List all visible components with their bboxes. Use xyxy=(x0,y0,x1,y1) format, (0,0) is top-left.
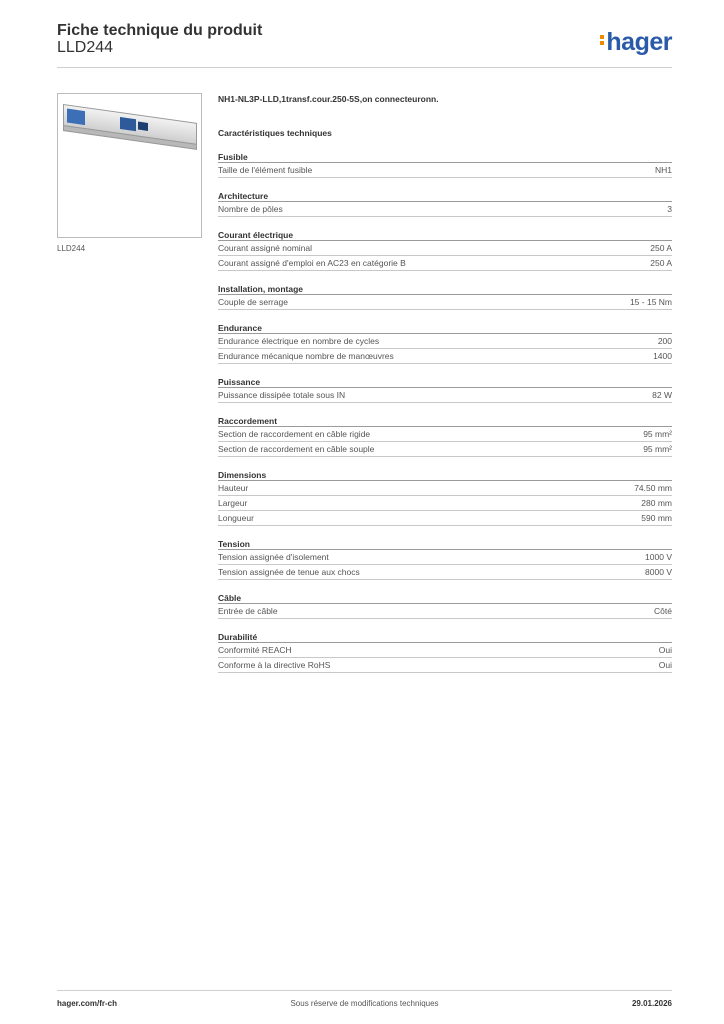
spec-group-title: Durabilité xyxy=(218,632,672,643)
spec-row xyxy=(218,604,672,619)
spec-row xyxy=(218,256,672,271)
spec-label: Largeur xyxy=(218,498,248,508)
spec-row xyxy=(218,241,672,256)
spec-label: Conforme à la directive RoHS xyxy=(218,660,331,670)
spec-label: Entrée de câble xyxy=(218,606,278,616)
spec-group-title: Fusible xyxy=(218,152,672,163)
spec-row xyxy=(218,427,672,442)
spec-label: Nombre de pôles xyxy=(218,204,283,214)
image-caption: LLD244 xyxy=(57,244,86,253)
logo-dot-icon xyxy=(600,41,604,45)
spec-value: 200 xyxy=(657,336,672,346)
footer-date: 29.01.2026 xyxy=(631,999,672,1008)
footer-website[interactable]: hager.com/fr-ch xyxy=(57,999,118,1008)
spec-value: 82 W xyxy=(652,390,672,400)
spec-label: Section de raccordement en câble rigide xyxy=(218,429,371,439)
logo-dot-icon xyxy=(600,35,604,39)
hager-logo xyxy=(600,28,672,57)
spec-label: Courant assigné nominal xyxy=(218,243,313,253)
device-blue-panel xyxy=(120,117,136,131)
spec-row xyxy=(218,334,672,349)
spec-label: Courant assigné d'emploi en AC23 en catégorie B xyxy=(218,258,406,268)
spec-row xyxy=(218,550,672,565)
spec-label: Longueur xyxy=(218,513,254,523)
page-footer xyxy=(57,990,672,1020)
spec-value: NH1 xyxy=(654,165,672,175)
spec-row xyxy=(218,163,672,178)
spec-row xyxy=(218,202,672,217)
spec-label: Tension assignée d'isolement xyxy=(218,552,329,562)
spec-group-title: Architecture xyxy=(218,191,672,202)
spec-groups xyxy=(218,152,672,673)
spec-value: 250 A xyxy=(650,243,672,253)
product-reference: LLD244 xyxy=(57,39,114,56)
product-image xyxy=(57,93,202,238)
spec-label: Section de raccordement en câble souple xyxy=(218,444,375,454)
spec-row xyxy=(218,511,672,526)
spec-group-title: Tension xyxy=(218,539,672,550)
spec-value: 250 A xyxy=(650,258,672,268)
spec-value: 95 mm² xyxy=(643,429,672,439)
spec-group-title: Puissance xyxy=(218,377,672,388)
spec-label: Conformité REACH xyxy=(218,645,292,655)
spec-label: Tension assignée de tenue aux chocs xyxy=(218,567,360,577)
device-blue-panel xyxy=(67,109,85,126)
footer-disclaimer: Sous réserve de modifications techniques xyxy=(290,999,439,1008)
spec-row xyxy=(218,349,672,364)
spec-value: 15 - 15 Nm xyxy=(629,297,672,307)
spec-value: 3 xyxy=(667,204,672,214)
spec-value: 1000 V xyxy=(645,552,672,562)
spec-value: Oui xyxy=(658,645,672,655)
spec-value: 590 mm xyxy=(641,513,672,523)
spec-group-title: Courant électrique xyxy=(218,230,672,241)
spec-group-title: Dimensions xyxy=(218,470,672,481)
page-title: Fiche technique du produit xyxy=(57,22,263,39)
spec-row xyxy=(218,388,672,403)
spec-label: Couple de serrage xyxy=(218,297,288,307)
spec-value: Côté xyxy=(654,606,672,616)
spec-value: 1400 xyxy=(653,351,672,361)
characteristics-title: Caractéristiques techniques xyxy=(218,128,332,138)
spec-row xyxy=(218,658,672,673)
spec-row xyxy=(218,481,672,496)
spec-row xyxy=(218,643,672,658)
page-header xyxy=(57,20,672,68)
spec-group-title: Endurance xyxy=(218,323,672,334)
spec-label: Hauteur xyxy=(218,483,249,493)
spec-group-title: Câble xyxy=(218,593,672,604)
spec-label: Puissance dissipée totale sous IN xyxy=(218,390,346,400)
spec-label: Endurance mécanique nombre de manœuvres xyxy=(218,351,394,361)
spec-group-title: Raccordement xyxy=(218,416,672,427)
spec-value: Oui xyxy=(658,660,672,670)
product-description: NH1-NL3P-LLD,1transf.cour.250-5S,on connecteuronn. xyxy=(218,94,439,104)
spec-value: 280 mm xyxy=(641,498,672,508)
spec-row xyxy=(218,565,672,580)
spec-row xyxy=(218,295,672,310)
spec-row xyxy=(218,442,672,457)
spec-value: 74.50 mm xyxy=(634,483,672,493)
spec-row xyxy=(218,496,672,511)
device-handle-icon xyxy=(138,122,148,131)
spec-group-title: Installation, montage xyxy=(218,284,672,295)
spec-label: Taille de l'élément fusible xyxy=(218,165,313,175)
spec-content xyxy=(218,94,672,673)
logo-text: hager xyxy=(606,28,672,56)
spec-label: Endurance électrique en nombre de cycles xyxy=(218,336,380,346)
spec-value: 8000 V xyxy=(645,567,672,577)
spec-value: 95 mm² xyxy=(643,444,672,454)
